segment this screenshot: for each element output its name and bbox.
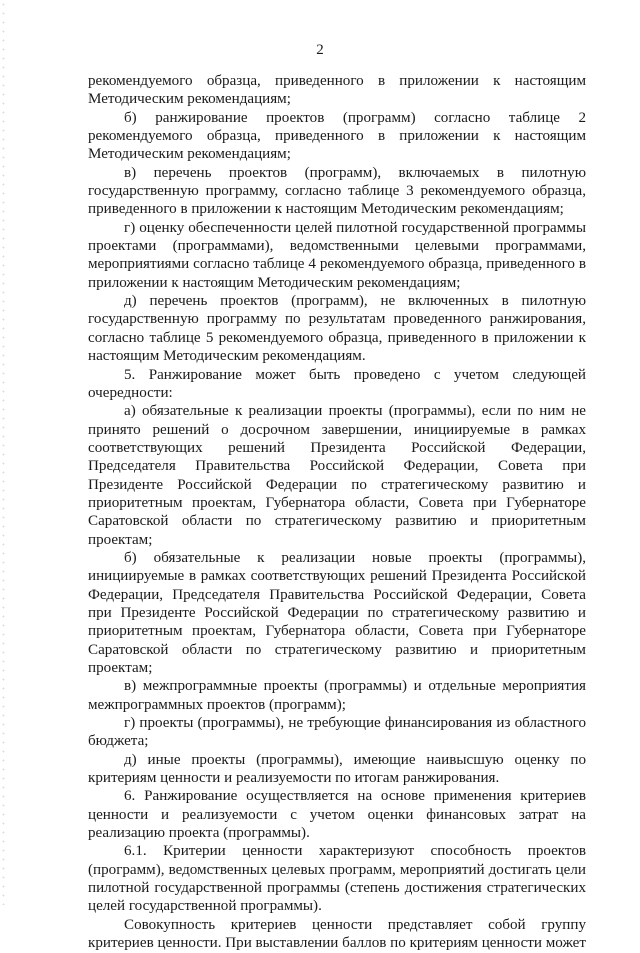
- paragraph-item-g-goal-coverage: г) оценку обеспеченности целей пилотной государственной программы проектами (программами), ведомственными целевыми программами, мероприятиями согласно таблице 4 рекомендуемого образца, приведенного в приложении к настоящим Методическим рекомендациям;: [88, 219, 586, 291]
- paragraph-section-6: 6. Ранжирование осуществляется на основе применения критериев ценности и реализуемости с учетом оценки финансовых затрат на реализацию проекта (программы).: [88, 788, 586, 842]
- paragraph-item-b-new-mandatory: б) обязательные к реализации новые проекты (программы), инициируемые в рамках соответствующих решений Президента Российской Федерации, Председателя Правительства Российской Федерации, Совета при Президенте Российской Федерации по стратегическому развитию и приоритетным проектам, Губернатора области, Совета при Губернаторе Саратовской области по стратегическому развитию и приоритетным проектам;: [88, 549, 586, 676]
- paragraph-item-v-included-list: в) перечень проектов (программ), включаемых в пилотную государственную программу, согласно таблице 3 рекомендуемого образца, приведенного в приложении к настоящим Методическим рекомендациям;: [88, 164, 586, 218]
- page-number: 2: [316, 42, 324, 58]
- paragraph-item-g-no-funding: г) проекты (программы), не требующие финансирования из областного бюджета;: [88, 715, 586, 750]
- paragraph-continuation: рекомендуемого образца, приведенного в приложении к настоящим Методическим рекомендациям;: [88, 73, 586, 108]
- paragraph-item-d-other: д) иные проекты (программы), имеющие наивысшую оценку по критериям ценности и реализуемости по итогам ранжирования.: [88, 751, 586, 787]
- paragraph-item-d-excluded-list: д) перечень проектов (программ), не включенных в пилотную государственную программу по результатам проведенного ранжирования, согласно таблице 5 рекомендуемого образца, приведенного в приложении к настоящим Методическим рекомендациям.: [88, 293, 586, 365]
- paragraph-section-6-1: 6.1. Критерии ценности характеризуют способность проектов (программ), ведомственных целевых программ, мероприятий достигать цели пилотной государственной программы (степень достижения стратегических целей государственной программы).: [88, 843, 586, 915]
- binding-marks: [2, 0, 5, 905]
- document-body: [88, 72, 586, 953]
- paragraph-value-criteria: Совокупность критериев ценности представляет собой группу критериев ценности. При выставлении баллов по критериям ценности может: [88, 916, 586, 952]
- paragraph-item-b-ranking: б) ранжирование проектов (программ) согласно таблице 2 рекомендуемого образца, приведенного в приложении к настоящим Методическим рекомендациям;: [88, 109, 586, 163]
- paragraph-section-5: 5. Ранжирование может быть проведено с учетом следующей очередности:: [88, 366, 586, 401]
- paragraph-item-v-interprogram: в) межпрограммные проекты (программы) и отдельные мероприятия межпрограммных проектов (программ);: [88, 678, 586, 713]
- paragraph-item-a-mandatory: а) обязательные к реализации проекты (программы), если по ним не принято решений о досрочном завершении, инициируемые в рамках соответствующих решений Президента Российской Федерации, Председателя Правительства Российской Федерации, Совета при Президенте Российской Федерации по стратегическому развитию и приоритетным проектам, Губернатора области, Совета при Губернаторе Саратовской области по стратегическому развитию и приоритетным проектам;: [88, 403, 586, 548]
